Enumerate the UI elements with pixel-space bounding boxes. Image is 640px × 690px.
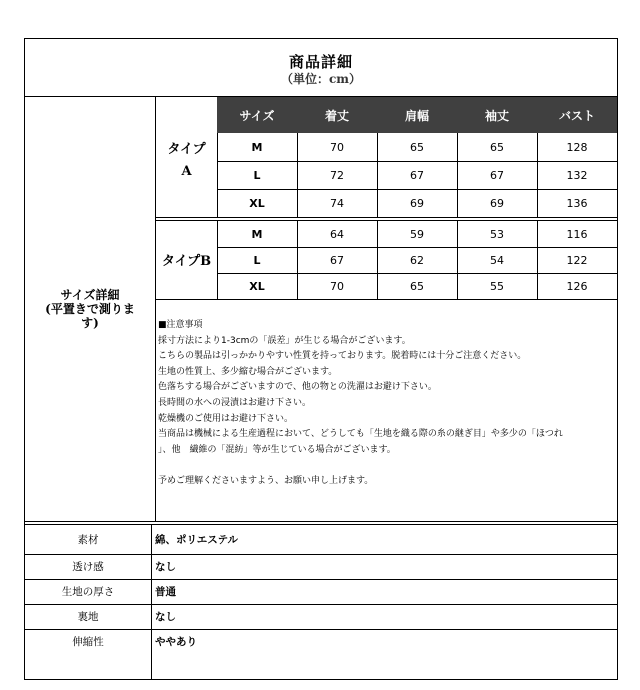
table-cell: 132 bbox=[566, 168, 588, 182]
table-cell: XL bbox=[249, 196, 265, 210]
table-cell: 53 bbox=[490, 227, 504, 241]
col-divider bbox=[377, 133, 378, 217]
product-detail-sheet bbox=[24, 38, 618, 680]
col-header-sleeve: 袖丈 bbox=[484, 108, 509, 123]
table-cell: 128 bbox=[566, 140, 588, 154]
col-header-bust: バスト bbox=[558, 108, 595, 123]
col-header-length: 着丈 bbox=[324, 108, 349, 123]
table-cell: 65 bbox=[490, 140, 504, 154]
property-value: 普通 bbox=[155, 586, 176, 598]
table-cell: 70 bbox=[330, 140, 344, 154]
size-detail-label: サイズ詳細 (平置きで測りま す) bbox=[45, 288, 135, 330]
col-divider bbox=[297, 133, 298, 217]
table-cell: L bbox=[253, 168, 261, 182]
table-cell: 122 bbox=[566, 253, 588, 267]
table-cell: 70 bbox=[330, 279, 344, 293]
col-divider bbox=[377, 221, 378, 299]
col-divider bbox=[297, 221, 298, 299]
table-cell: 62 bbox=[410, 253, 424, 267]
property-label: 素材 bbox=[77, 534, 99, 546]
col-divider bbox=[457, 133, 458, 217]
table-cell: 116 bbox=[566, 227, 588, 241]
table-cell: 67 bbox=[490, 168, 504, 182]
unit-subtitle: （単位：cm） bbox=[280, 72, 361, 86]
table-cell: L bbox=[253, 253, 261, 267]
type-b-label: タイプB bbox=[161, 254, 212, 269]
page-title: 商品詳細 bbox=[288, 53, 353, 71]
table-cell: 74 bbox=[330, 196, 344, 210]
size-table-header bbox=[217, 97, 617, 133]
care-notes: ■注意事項 採寸方法により1-3cmの「誤差」が生じる場合がございます。 こちらの製品は引っかかりやすい性質を持っております。脱着時には十分ご注意ください。 生地の性質上、多少縮む場合がございます。 色落ちする場合がございますので、他の物との洗濯はお避け下さい。 長時間の水への浸漬はお避け下さい。 乾燥機のご使用はお避け下さい。 当商品は機械による生産過程において、どうしても「生地を織る際の糸の継ぎ目」や多少の「ほつれ 」、他 繊維の「混紡」等が生じている場合がございます。 予めご理解くださいますよう、お願い申し上げます。 bbox=[158, 320, 563, 486]
table-cell: 65 bbox=[410, 140, 424, 154]
table-cell: 54 bbox=[490, 253, 504, 267]
table-cell: 64 bbox=[330, 227, 344, 241]
table-cell: 72 bbox=[330, 168, 344, 182]
table-cell: 126 bbox=[566, 279, 588, 293]
properties-separator-top bbox=[25, 521, 617, 522]
property-label: 透け感 bbox=[72, 561, 104, 573]
property-value: なし bbox=[155, 561, 176, 573]
property-label: 伸縮性 bbox=[72, 636, 104, 648]
table-cell: 55 bbox=[490, 279, 504, 293]
table-cell: 69 bbox=[490, 196, 504, 210]
property-label: 裏地 bbox=[77, 611, 99, 623]
property-value: 綿、ポリエステル bbox=[155, 534, 239, 546]
col-divider bbox=[537, 133, 538, 217]
col-header-size: サイズ bbox=[239, 108, 275, 123]
table-cell: 59 bbox=[410, 227, 424, 241]
col-divider bbox=[457, 221, 458, 299]
col-header-shoulder: 肩幅 bbox=[404, 108, 429, 123]
property-value: なし bbox=[155, 611, 176, 623]
table-cell: 67 bbox=[410, 168, 424, 182]
type-separator-top bbox=[155, 217, 617, 218]
col-divider bbox=[537, 221, 538, 299]
table-cell: M bbox=[251, 227, 263, 241]
table-cell: 69 bbox=[410, 196, 424, 210]
type-a-label: タイプ A bbox=[167, 142, 206, 179]
table-cell: 67 bbox=[330, 253, 344, 267]
table-cell: 65 bbox=[410, 279, 424, 293]
property-label: 生地の厚さ bbox=[61, 586, 115, 598]
table-cell: M bbox=[251, 140, 263, 154]
table-cell: XL bbox=[249, 279, 265, 293]
tables-bottom-divider bbox=[155, 299, 617, 300]
property-value: ややあり bbox=[155, 636, 197, 648]
table-cell: 136 bbox=[566, 196, 588, 210]
